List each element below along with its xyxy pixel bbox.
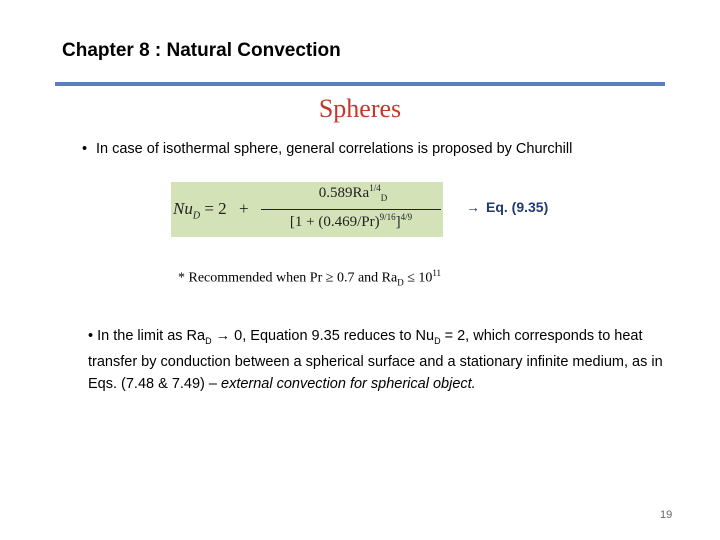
equation-denominator-outer-sup: 4/9 — [400, 212, 413, 222]
equation-fraction-bar — [261, 209, 441, 210]
chapter-title: Chapter 8 : Natural Convection — [62, 40, 341, 61]
equation-reference-text: Eq. (9.35) — [486, 199, 549, 215]
recommendation-prefix: * Recommended when Pr — [178, 270, 323, 286]
equation-numerator — [263, 183, 443, 203]
recommendation-pr-value: 0.7 and Ra — [336, 270, 398, 286]
recommendation-exp: 11 — [432, 268, 442, 278]
limit-part3: = 2, which corresponds to heat transfer by conduction between a spherical surface and a stationary infinite medium, as in Eqs. (7.48 & 7.49) – — [88, 328, 663, 392]
bullet-icon: • — [88, 328, 94, 344]
ge-symbol: ≥ — [325, 270, 334, 286]
arrow-right-icon: → — [466, 199, 480, 215]
equation-denominator — [261, 212, 441, 231]
intro-bullet-line — [82, 141, 572, 157]
equation-denominator-close: ] — [395, 214, 401, 230]
title-rule — [55, 82, 665, 86]
equation-plus: + — [239, 199, 249, 218]
recommendation-base: 10 — [418, 270, 433, 286]
recommendation-note — [178, 268, 441, 287]
limit-sub2: D — [434, 335, 441, 346]
equation-numerator-text: 0.589Ra — [318, 185, 370, 201]
recommendation-ra-sub: D — [397, 277, 404, 288]
section-title: Spheres — [318, 94, 402, 123]
le-symbol: ≤ — [407, 270, 415, 286]
equation-numerator-sup: 1/4 — [369, 183, 381, 193]
intro-text: In case of isothermal sphere, general correlations is proposed by Churchill — [96, 141, 573, 157]
equation-numerator-sub: D — [380, 193, 388, 203]
equation-reference — [466, 199, 548, 215]
limit-sub1: D — [205, 335, 212, 346]
equation-denominator-sup: 9/16 — [379, 212, 396, 222]
page-number: 19 — [660, 509, 673, 521]
equation-box — [171, 182, 443, 237]
limit-part1: In the limit as Ra — [97, 328, 206, 344]
limit-paragraph — [88, 326, 668, 395]
bullet-icon: • — [82, 141, 88, 157]
limit-italic: external convection for spherical object. — [221, 375, 476, 392]
equation-nu: Nu — [173, 199, 193, 218]
equation-lhs — [173, 199, 227, 221]
equation-equals: = 2 — [200, 199, 227, 218]
limit-part2: → 0, Equation 9.35 reduces to Nu — [211, 328, 435, 344]
equation-denominator-text: [1 + (0.469/Pr) — [289, 214, 380, 230]
equation-nu-sub: D — [192, 210, 201, 222]
